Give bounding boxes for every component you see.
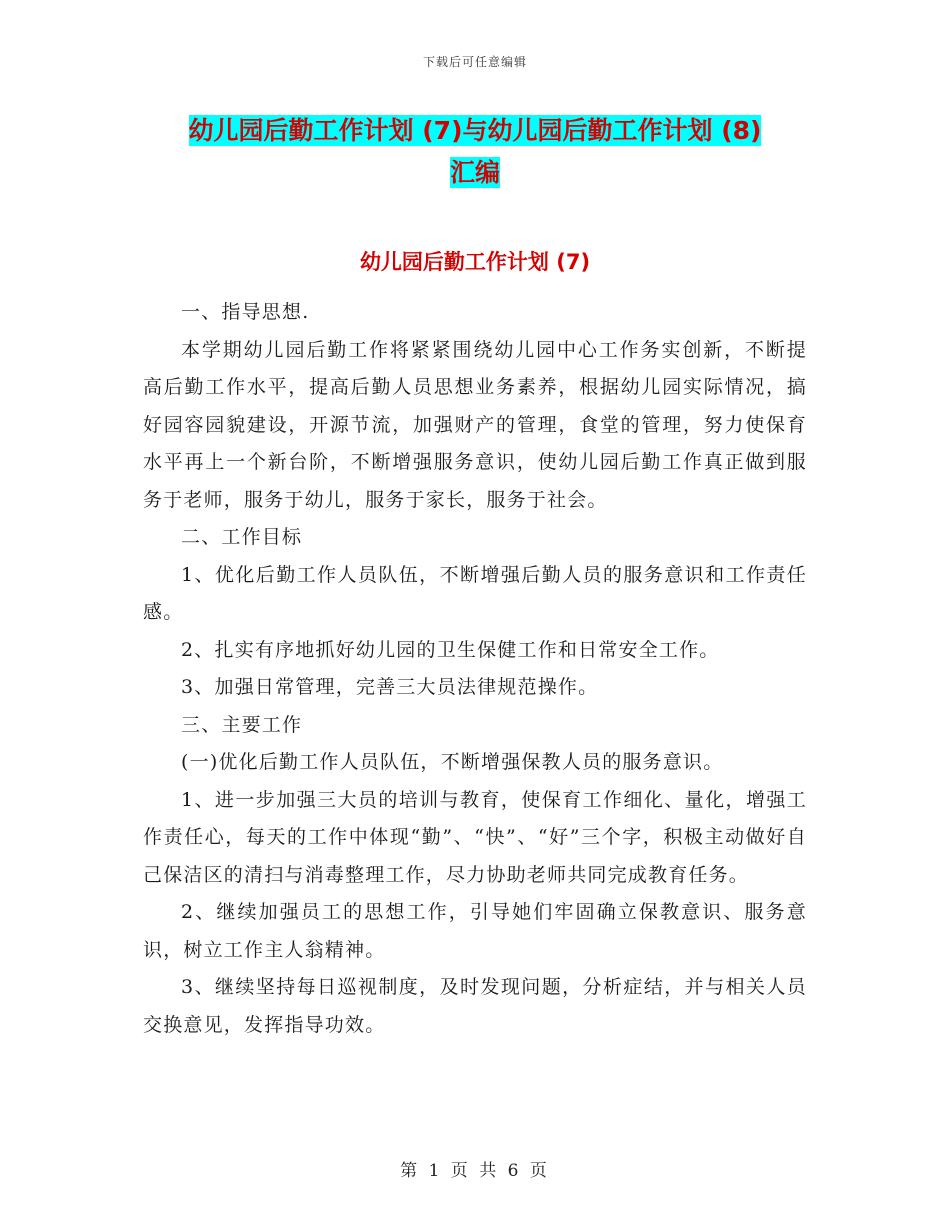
paragraph-work-goals-heading: 二、工作目标 (181, 526, 303, 548)
document-title-line-2: 汇编 (449, 158, 500, 187)
paragraph-guiding-thought-body: 本学期幼儿园后勤工作将紧紧围绕幼儿园中心工作务实创新，不断提高后勤工作水平，提高后勤人员思想业务素养，根据幼儿园实际情况，搞好园容园貌建设，开源节流，加强财产的管理，食堂的管理，努力使保育水平再上一个新台阶，不断增强服务意识，使幼儿园后勤工作真正做到服务于老师，服务于幼儿，服务于家长，服务于社会。 (143, 338, 807, 511)
document-body (143, 294, 807, 1044)
paragraph-goal-2: 2、扎实有序地抓好幼儿园的卫生保健工作和日常安全工作。 (181, 638, 720, 661)
document-title-line-1: 幼儿园后勤工作计划 (7)与幼儿园后勤工作计划 (8) (188, 116, 762, 145)
paragraph-item-2: 2、继续加强员工的思想工作，引导她们牢固确立保教意识、服务意识，树立工作主人翁精神。 (143, 901, 807, 961)
paragraph-main-work-heading: 三、主要工作 (181, 713, 303, 736)
paragraph-subsection-1: (一)优化后勤工作人员队伍，不断增强保教人员的服务意识。 (181, 751, 724, 773)
section-title: 幼儿园后勤工作计划 (7) (359, 250, 591, 274)
header-note: 下载后可任意编辑 (422, 55, 527, 69)
paragraph-guiding-thought: 一、指导思想. (181, 301, 310, 323)
document-title (140, 110, 810, 194)
paragraph-goal-1: 1、优化后勤工作人员队伍，不断增强后勤人员的服务意识和工作责任感。 (143, 563, 807, 623)
paragraph-goal-3: 3、加强日常管理，完善三大员法律规范操作。 (181, 676, 599, 698)
paragraph-item-1: 1、进一步加强三大员的培训与教育，使保育工作细化、量化，增强工作责任心，每天的工作中体现“勤”、“快”、“好”三个字，积极主动做好自己保洁区的清扫与消毒整理工作，尽力协助老师共同完成教育任务。 (143, 788, 807, 886)
page-number: 第 1 页 共 6 页 (400, 1161, 550, 1181)
paragraph-item-3: 3、继续坚持每日巡视制度，及时发现问题，分析症结，并与相关人员交换意见，发挥指导功效。 (143, 976, 807, 1036)
